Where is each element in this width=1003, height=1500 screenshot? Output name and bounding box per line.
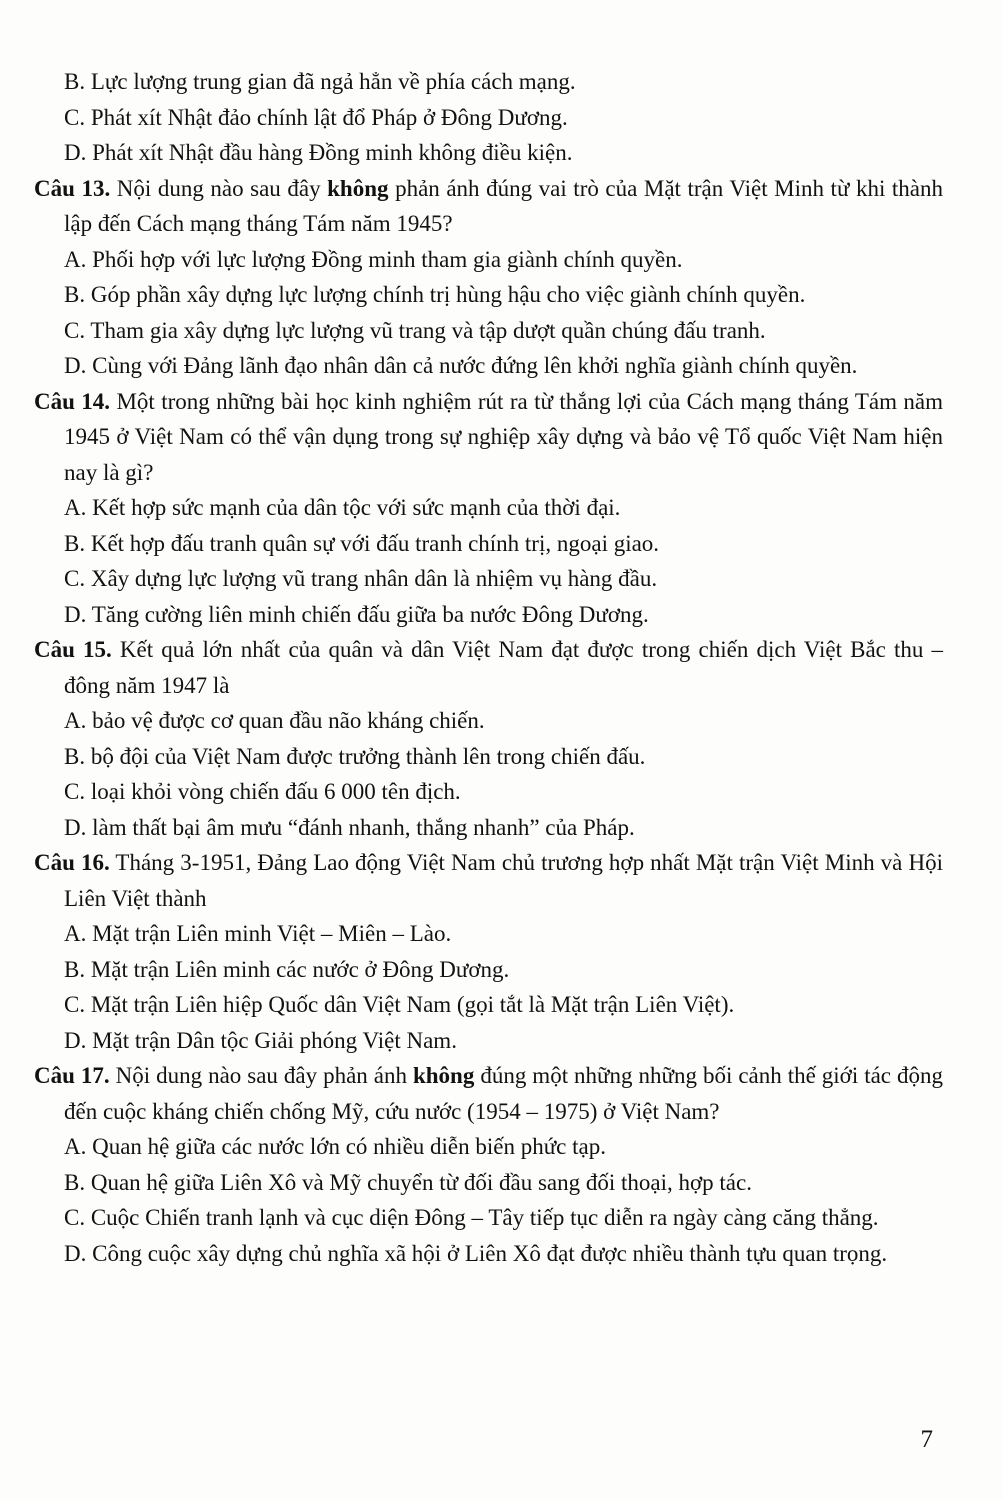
question-number: Câu 16. bbox=[34, 850, 110, 875]
answer-option: B. bộ đội của Việt Nam được trưởng thành lên trong chiến đấu. bbox=[64, 743, 646, 769]
answer-option: D. làm thất bại âm mưu “đánh nhanh, thắng nhanh” của Pháp. bbox=[64, 814, 635, 840]
question-stem bbox=[34, 632, 943, 703]
answer-option: C. Phát xít Nhật đảo chính lật đổ Pháp ở Đông Dương. bbox=[64, 104, 568, 130]
answer-option: B. Kết hợp đấu tranh quân sự với đấu tranh chính trị, ngoại giao. bbox=[64, 530, 660, 556]
stem-text: Nội dung nào sau đây phản ánh bbox=[109, 1063, 413, 1088]
answer-option: C. Mặt trận Liên hiệp Quốc dân Việt Nam (gọi tắt là Mặt trận Liên Việt). bbox=[64, 992, 735, 1017]
answer-option: A. Quan hệ giữa các nước lớn có nhiều diễn biến phức tạp. bbox=[64, 1134, 606, 1159]
question-stem bbox=[34, 845, 943, 916]
stem-text: Một trong những bài học kinh nghiệm rút ra từ thắng lợi của Cách mạng tháng Tám năm 1945 ở Việt Nam có thể vận dụng trong sự nghiệp xây dựng và bảo vệ Tổ quốc Việt Nam hiện nay là gì? bbox=[64, 388, 943, 485]
answer-option: D. Cùng với Đảng lãnh đạo nhân dân cả nước đứng lên khởi nghĩa giành chính quyền. bbox=[64, 353, 858, 378]
question-number: Câu 17. bbox=[34, 1063, 110, 1088]
answer-option: C. loại khỏi vòng chiến đấu 6 000 tên địch. bbox=[64, 779, 461, 804]
stem-text: phản ánh đúng vai trò của Mặt trận Việt Minh từ khi thành lập đến Cách mạng tháng Tám năm 1945? bbox=[64, 175, 944, 236]
question-stem bbox=[34, 1058, 943, 1129]
stem-emphasis: không bbox=[327, 175, 389, 201]
answer-option: A. Kết hợp sức mạnh của dân tộc với sức mạnh của thời đại. bbox=[64, 495, 621, 520]
page-number: 7 bbox=[920, 1426, 933, 1453]
question-stem bbox=[34, 171, 943, 242]
document-body bbox=[34, 64, 943, 1271]
answer-option: D. Công cuộc xây dựng chủ nghĩa xã hội ở Liên Xô đạt được nhiều thành tựu quan trọng. bbox=[64, 1240, 888, 1266]
answer-option: D. Tăng cường liên minh chiến đấu giữa ba nước Đông Dương. bbox=[64, 601, 649, 627]
answer-option: A. Phối hợp với lực lượng Đồng minh tham gia giành chính quyền. bbox=[64, 246, 683, 272]
question-number: Câu 15. bbox=[34, 637, 112, 662]
answer-option: B. Góp phần xây dựng lực lượng chính trị hùng hậu cho việc giành chính quyền. bbox=[64, 282, 806, 307]
answer-option: A. Mặt trận Liên minh Việt – Miên – Lào. bbox=[64, 921, 452, 946]
stem-text: Tháng 3-1951, Đảng Lao động Việt Nam chủ trương hợp nhất Mặt trận Việt Minh và Hội Liên Việt thành bbox=[64, 850, 943, 911]
answer-option: D. Phát xít Nhật đầu hàng Đồng minh không điều kiện. bbox=[64, 140, 573, 165]
answer-option: C. Cuộc Chiến tranh lạnh và cục diện Đông – Tây tiếp tục diễn ra ngày càng căng thẳng. bbox=[64, 1205, 879, 1230]
answer-option: D. Mặt trận Dân tộc Giải phóng Việt Nam. bbox=[64, 1027, 457, 1053]
answer-option: C. Tham gia xây dựng lực lượng vũ trang và tập dượt quần chúng đấu tranh. bbox=[64, 317, 766, 343]
question-number: Câu 14. bbox=[34, 388, 111, 414]
stem-text: Nội dung nào sau đây bbox=[110, 175, 328, 201]
answer-option: B. Lực lượng trung gian đã ngả hẳn về phía cách mạng. bbox=[64, 69, 576, 94]
answer-option: A. bảo vệ được cơ quan đầu não kháng chiến. bbox=[64, 708, 485, 733]
stem-text: Kết quả lớn nhất của quân và dân Việt Nam đạt được trong chiến dịch Việt Bắc thu – đông năm 1947 là bbox=[64, 637, 943, 698]
answer-option: C. Xây dựng lực lượng vũ trang nhân dân là nhiệm vụ hàng đầu. bbox=[64, 566, 658, 591]
answer-option: B. Quan hệ giữa Liên Xô và Mỹ chuyển từ đối đầu sang đối thoại, hợp tác. bbox=[64, 1169, 752, 1195]
question-number: Câu 13. bbox=[34, 175, 111, 201]
answer-option: B. Mặt trận Liên minh các nước ở Đông Dương. bbox=[64, 956, 510, 982]
question-stem bbox=[34, 384, 943, 491]
stem-emphasis: không bbox=[412, 1063, 475, 1088]
stem-text: đúng một những những bối cảnh thế giới tác động đến cuộc kháng chiến chống Mỹ, cứu nước (1954 – 1975) ở Việt Nam? bbox=[64, 1063, 943, 1124]
